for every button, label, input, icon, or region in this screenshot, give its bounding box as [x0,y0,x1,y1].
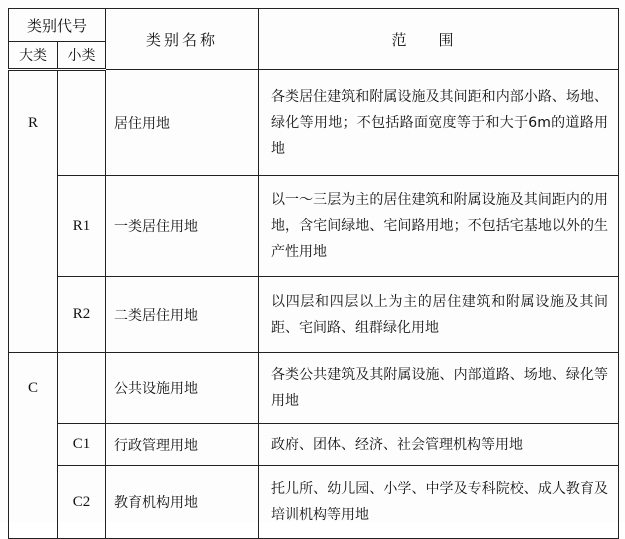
category-name-cell: 居住用地 [106,70,259,176]
header-category-code: 类别代号 [9,9,106,42]
minor-code-cell: R2 [58,277,106,353]
category-name-cell: 一类居住用地 [106,176,259,277]
range-cell: 政府、团体、经济、社会管理机构等用地 [259,424,619,466]
major-code-cell: C [9,353,58,424]
minor-code-cell [58,70,106,176]
range-cell: 以四层和四层以上为主的居住建筑和附属设施及其间距、宅间路、组群绿化用地 [259,277,619,353]
category-name-cell: 二类居住用地 [106,277,259,353]
category-name-cell: 教育机构用地 [106,466,259,539]
range-cell: 托儿所、幼儿园、小学、中学及专科院校、成人教育及培训机构等用地 [259,466,619,539]
header-range: 范围 [259,9,619,70]
category-name-cell: 行政管理用地 [106,424,259,466]
land-use-classification-table [8,8,619,539]
table-row [9,277,619,353]
header-category-name: 类别名称 [106,9,259,70]
table-row [9,176,619,277]
header-minor-class: 小类 [58,42,106,70]
major-code-cell [9,466,58,539]
table-row [9,466,619,539]
range-cell: 各类公共建筑及其附属设施、内部道路、场地、绿化等用地 [259,353,619,424]
header-major-class: 大类 [9,42,58,70]
major-code-cell [9,176,58,277]
major-code-cell: R [9,70,58,176]
table-row [9,353,619,424]
minor-code-cell [58,353,106,424]
minor-code-cell: C1 [58,424,106,466]
major-code-cell [9,277,58,353]
table-row [9,424,619,466]
category-name-cell: 公共设施用地 [106,353,259,424]
range-cell: 以一～三层为主的居住建筑和附属设施及其间距内的用地，含宅间绿地、宅间路用地；不包括宅基地以外的生产性用地 [259,176,619,277]
minor-code-cell: R1 [58,176,106,277]
minor-code-cell: C2 [58,466,106,539]
range-cell: 各类居住建筑和附属设施及其间距和内部小路、场地、绿化等用地；不包括路面宽度等于和大于6m的道路用地 [259,70,619,176]
major-code-cell [9,424,58,466]
table-row [9,70,619,176]
